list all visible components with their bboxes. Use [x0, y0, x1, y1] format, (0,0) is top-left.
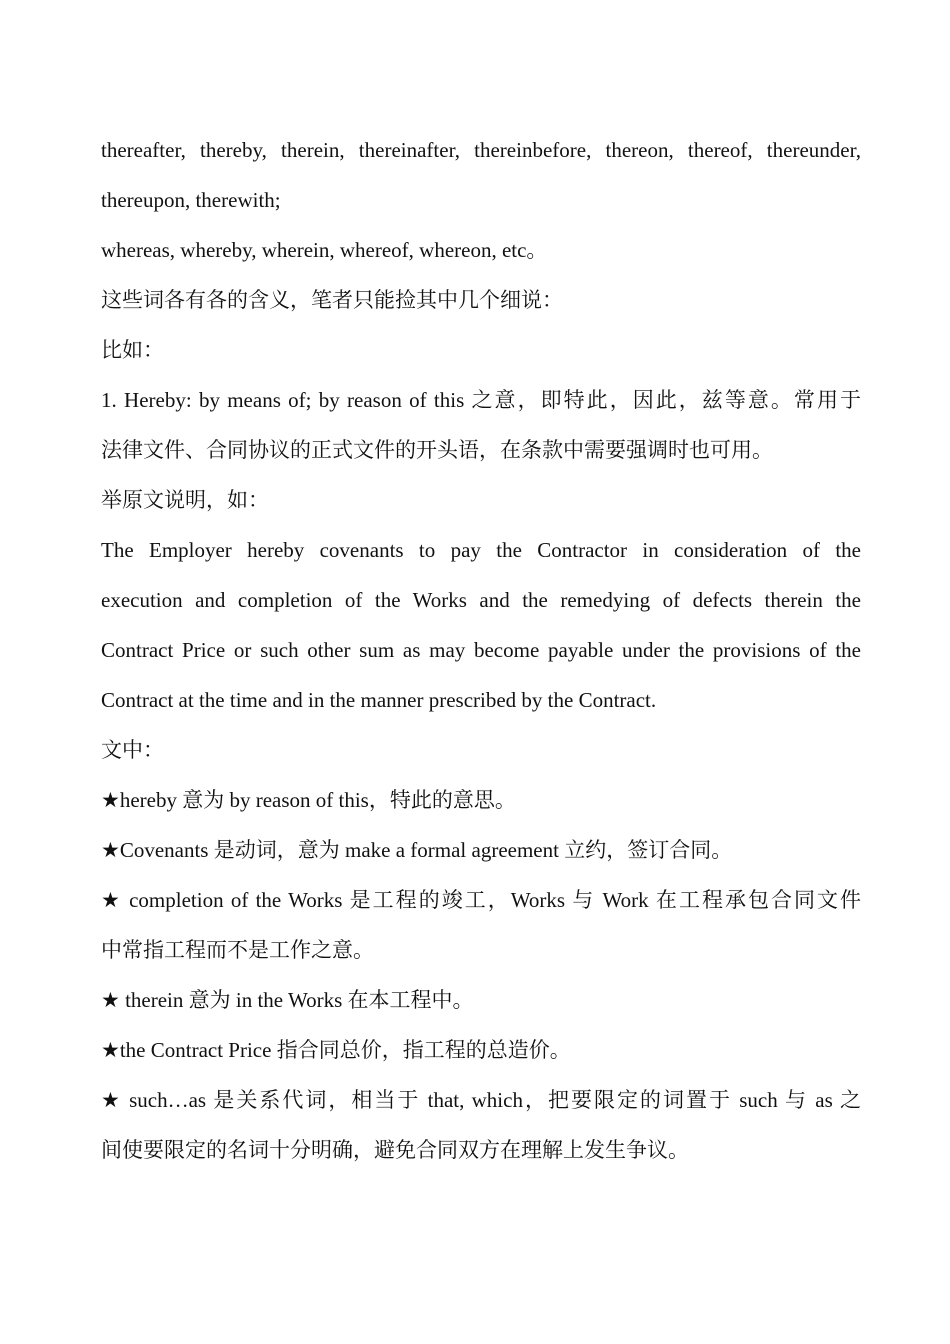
text-line: execution and completion of the Works and the remedying of defects therein the	[101, 588, 861, 612]
text-line: 这些词各有各的含义，笔者只能捡其中几个细说：	[101, 288, 563, 312]
text-line: ★ such…as 是关系代词，相当于 that, which，把要限定的词置于 such 与 as 之	[101, 1088, 861, 1112]
text-line: whereas, whereby, wherein, whereof, whereon, etc。	[101, 238, 548, 262]
text-line: 文中：	[101, 738, 164, 762]
text-line: ★ completion of the Works 是工程的竣工，Works 与 Work 在工程承包合同文件	[101, 888, 861, 912]
text-line: thereafter, thereby, therein, thereinafter, thereinbefore, thereon, thereof, thereunder,	[101, 138, 861, 162]
text-line: Contract Price or such other sum as may become payable under the provisions of the	[101, 638, 861, 662]
text-line: 法律文件、合同协议的正式文件的开头语，在条款中需要强调时也可用。	[101, 438, 773, 462]
document-page	[101, 125, 861, 1175]
text-line: thereupon, therewith;	[101, 188, 281, 212]
text-line: 比如：	[101, 338, 164, 362]
text-line: ★ therein 意为 in the Works 在本工程中。	[101, 988, 474, 1012]
text-line: The Employer hereby covenants to pay the Contractor in consideration of the	[101, 538, 861, 562]
text-line: ★hereby 意为 by reason of this，特此的意思。	[101, 788, 516, 812]
text-line: 间使要限定的名词十分明确，避免合同双方在理解上发生争议。	[101, 1138, 689, 1162]
text-line: ★Covenants 是动词，意为 make a formal agreement 立约，签订合同。	[101, 838, 733, 862]
text-line: 1. Hereby: by means of; by reason of this 之意，即特此，因此，兹等意。常用于	[101, 388, 861, 412]
text-line: ★the Contract Price 指合同总价，指工程的总造价。	[101, 1038, 571, 1062]
text-line: 举原文说明，如：	[101, 488, 269, 512]
text-line: Contract at the time and in the manner prescribed by the Contract.	[101, 688, 657, 712]
text-line: 中常指工程而不是工作之意。	[101, 938, 374, 962]
